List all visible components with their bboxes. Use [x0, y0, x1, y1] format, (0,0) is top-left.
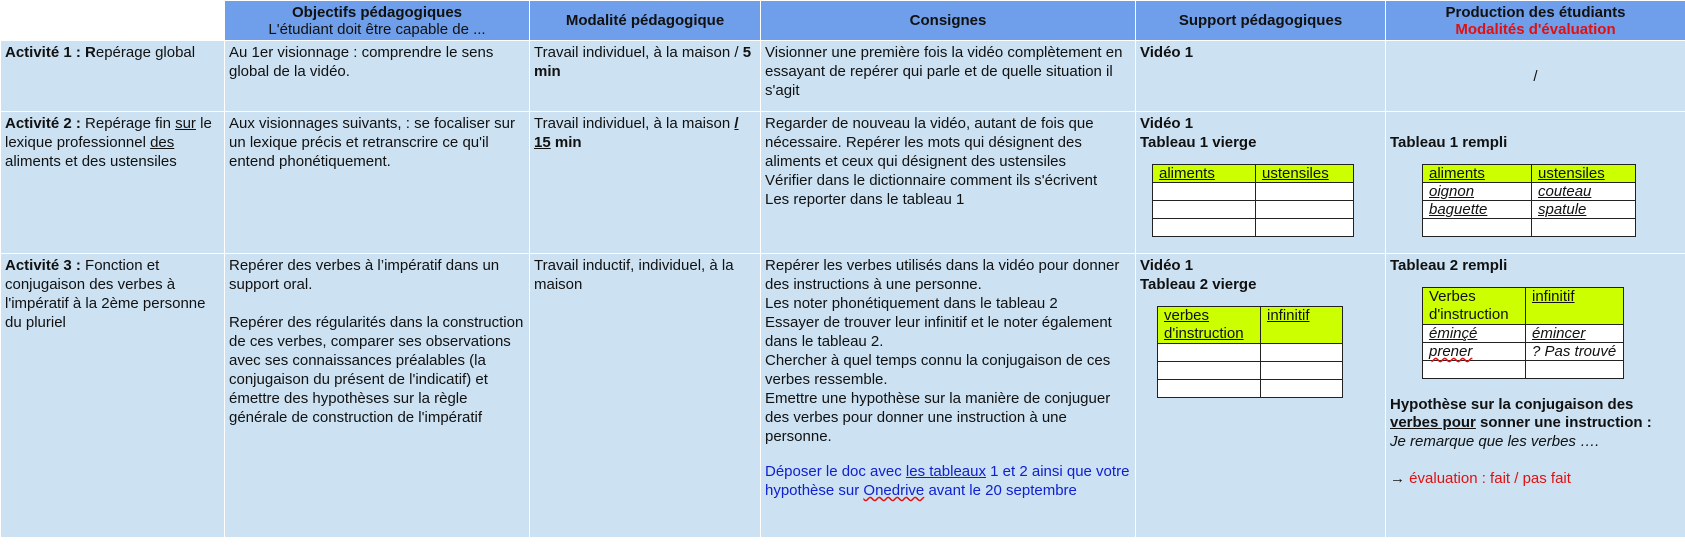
header-modalite: Modalité pédagogique [530, 1, 761, 41]
hyp-text-link: verbes pour [1390, 414, 1476, 431]
depot-tableaux: les tableaux [905, 463, 986, 480]
activity-2-consigne-1: Regarder de nouveau la vidéo, autant de fois que nécessaire. Repérer les mots qui désignent des aliments et ceux qui désignent des ustensiles [765, 115, 1094, 170]
activity-2-support [1136, 112, 1386, 254]
activity-1-label: Activité 1 : R [5, 44, 96, 61]
hyp-text-a: Hypothèse sur la conjugaison des [1390, 396, 1634, 413]
activity-3-modalite: Travail inductif, individuel, à la maison [530, 254, 761, 538]
header-production [1386, 1, 1685, 41]
blank-table-1-h2: ustensiles [1256, 165, 1354, 183]
blank-table-2-h1-text: verbes d'instruction [1164, 307, 1244, 342]
activity-3-production-title: Tableau 2 rempli [1390, 257, 1508, 274]
blank-cell [1532, 219, 1636, 237]
filled-table-2-cell: émincer [1526, 325, 1624, 343]
blank-cell [1158, 380, 1261, 398]
depot-instruction [765, 462, 1131, 500]
activity-1-cell [1, 41, 225, 112]
activity-1-support: Vidéo 1 [1136, 41, 1386, 112]
filled-table-1-cell: baguette [1423, 201, 1532, 219]
filled-table-2 [1422, 287, 1624, 379]
blank-cell [1261, 362, 1343, 380]
activity-1-modalite [530, 41, 761, 112]
blank-cell [1526, 361, 1624, 379]
filled-table-2-h2: infinitif [1526, 288, 1624, 325]
activity-2-duration-unit: min [550, 134, 582, 151]
activity-2-text-des: des [150, 134, 175, 151]
activity-3-objectif [225, 254, 530, 538]
blank-cell [1261, 344, 1343, 362]
filled-table-2-cell: éminçé [1423, 325, 1526, 343]
activity-2-consigne-2: Vérifier dans le dictionnaire comment ils s'écrivent [765, 172, 1098, 189]
activity-2-consignes [761, 112, 1136, 254]
activity-2-text-b: le lexique professionnel [5, 115, 212, 151]
header-production-title: Production des étudiants [1445, 3, 1626, 21]
activity-2-modalite [530, 112, 761, 254]
activity-2-text-sur: sur [175, 115, 196, 132]
activity-3-label: Activité 3 : [5, 257, 81, 274]
activity-2-support-tableau: Tableau 1 vierge [1140, 134, 1257, 151]
header-objectifs-title: Objectifs pédagogiques [291, 3, 463, 21]
activity-1-production: / [1386, 41, 1685, 112]
hypothese-label [1390, 396, 1681, 432]
depot-text-c: avant le 20 septembre [924, 482, 1077, 499]
hypothese-example: Je remarque que les verbes …. [1390, 433, 1600, 450]
activity-2-support-video: Vidéo 1 [1140, 115, 1194, 132]
activity-3-consigne-2: Les noter phonétiquement dans le tableau 2 [765, 295, 1058, 312]
activity-1-duration: 5 min [534, 44, 752, 80]
activity-1-consignes: Visionner une première fois la vidéo complètement en essayant de repérer qui parle et de quelle situation il s'agit [761, 41, 1136, 112]
depot-onedrive: Onedrive [863, 482, 925, 499]
header-objectifs [225, 1, 530, 41]
blank-table-1 [1152, 164, 1354, 237]
activity-3-consigne-5: Emettre une hypothèse sur la manière de conjuguer des verbes pour donner une instruction à une personne. [765, 390, 1111, 445]
blank-cell [1256, 183, 1354, 201]
activity-2-modalite-text: Travail individuel, à la maison [534, 115, 735, 132]
evaluation-line [1390, 469, 1681, 488]
activity-2-duration-value: / 15 [534, 115, 739, 151]
blank-cell [1153, 201, 1256, 219]
filled-table-1-cell: couteau [1532, 183, 1636, 201]
header-blank [1, 1, 225, 41]
filled-table-1-cell: spatule [1532, 201, 1636, 219]
header-row [1, 1, 1685, 41]
activity-3-support [1136, 254, 1386, 538]
activity-2-consigne-3: Les reporter dans le tableau 1 [765, 191, 965, 208]
blank-cell [1423, 361, 1526, 379]
header-objectifs-sub: L'étudiant doit être capable de ... [268, 20, 486, 38]
activity-2-production [1386, 112, 1685, 254]
blank-table-2-h1 [1158, 307, 1261, 344]
filled-table-1-h2: ustensiles [1532, 165, 1636, 183]
filled-table-1-cell: oignon [1423, 183, 1532, 201]
depot-text-a: Déposer le doc avec [765, 463, 906, 480]
activity-3-cell [1, 254, 225, 538]
activity-2-text-a: Repérage fin [80, 115, 176, 132]
activity-3-objectif-1: Repérer des verbes à l’impératif dans un support oral. [229, 257, 500, 293]
blank-cell [1261, 380, 1343, 398]
filled-table-2-h1: Verbes d'instruction [1423, 288, 1526, 325]
header-support: Support pédagogiques [1136, 1, 1386, 41]
activity-1-modalite-text: Travail individuel, à la maison / [534, 44, 743, 61]
table-row-activite-3 [1, 254, 1685, 538]
blank-cell [1256, 201, 1354, 219]
activity-1-desc: epérage global [95, 44, 196, 61]
table-row-activite-2 [1, 112, 1685, 254]
filled-table-2-cell: ? Pas trouvé [1526, 343, 1624, 361]
header-production-sub: Modalités d'évaluation [1455, 20, 1616, 38]
blank-table-1-h1: aliments [1153, 165, 1256, 183]
filled-table-1-h1: aliments [1423, 165, 1532, 183]
activity-2-text-c: aliments et des ustensiles [5, 153, 177, 170]
table-row-activite-1 [1, 41, 1685, 112]
activity-3-consigne-3: Essayer de trouver leur infinitif et le noter également dans le tableau 2. [765, 314, 1112, 350]
filled-table-1 [1422, 164, 1636, 237]
activity-2-objectif: Aux visionnages suivants, : se focaliser sur un lexique précis et retranscrire ce qu'il entend phonétiquement. [225, 112, 530, 254]
blank-table-2-h2: infinitif [1261, 307, 1343, 344]
activity-3-support-tableau: Tableau 2 vierge [1140, 276, 1257, 293]
activity-2-cell [1, 112, 225, 254]
blank-cell [1256, 219, 1354, 237]
activity-1-objectif: Au 1er visionnage : comprendre le sens global de la vidéo. [225, 41, 530, 112]
blank-cell [1153, 219, 1256, 237]
activity-3-consignes [761, 254, 1136, 538]
header-consignes: Consignes [761, 1, 1136, 41]
activity-3-production [1386, 254, 1685, 538]
activity-3-support-video: Vidéo 1 [1140, 257, 1194, 274]
blank-cell [1423, 219, 1532, 237]
filled-table-2-cell: prener [1423, 343, 1526, 361]
blank-cell [1158, 362, 1261, 380]
activity-2-production-title: Tableau 1 rempli [1390, 134, 1508, 151]
hyp-text-b: sonner une instruction : [1475, 414, 1652, 431]
evaluation-text: évaluation : fait / pas fait [1409, 470, 1571, 487]
activity-3-desc: Fonction et conjugaison des verbes à l'impératif à la 2ème personne du pluriel [5, 257, 206, 331]
blank-table-2 [1157, 306, 1343, 398]
activity-3-consigne-1: Repérer les verbes utilisés dans la vidéo pour donner des instructions à une personne. [765, 257, 1120, 293]
blank-cell [1158, 344, 1261, 362]
activity-3-consigne-4: Chercher à quel temps connu la conjugaison de ces verbes ressemble. [765, 352, 1111, 388]
depot-text-b: 1 et 2 ainsi que votre hypothèse sur [765, 463, 1130, 499]
activity-3-objectif-2: Repérer des régularités dans la construction de ces verbes, comparer ses observations avec ses connaissances préalables (la conjugaison du présent de l'indicatif) et émettre des hypothèses sur la règle générale de construction de l'impératif [229, 314, 524, 426]
activity-2-label: Activité 2 : [5, 115, 81, 132]
blank-cell [1153, 183, 1256, 201]
arrow-right-icon: → [1390, 470, 1410, 487]
